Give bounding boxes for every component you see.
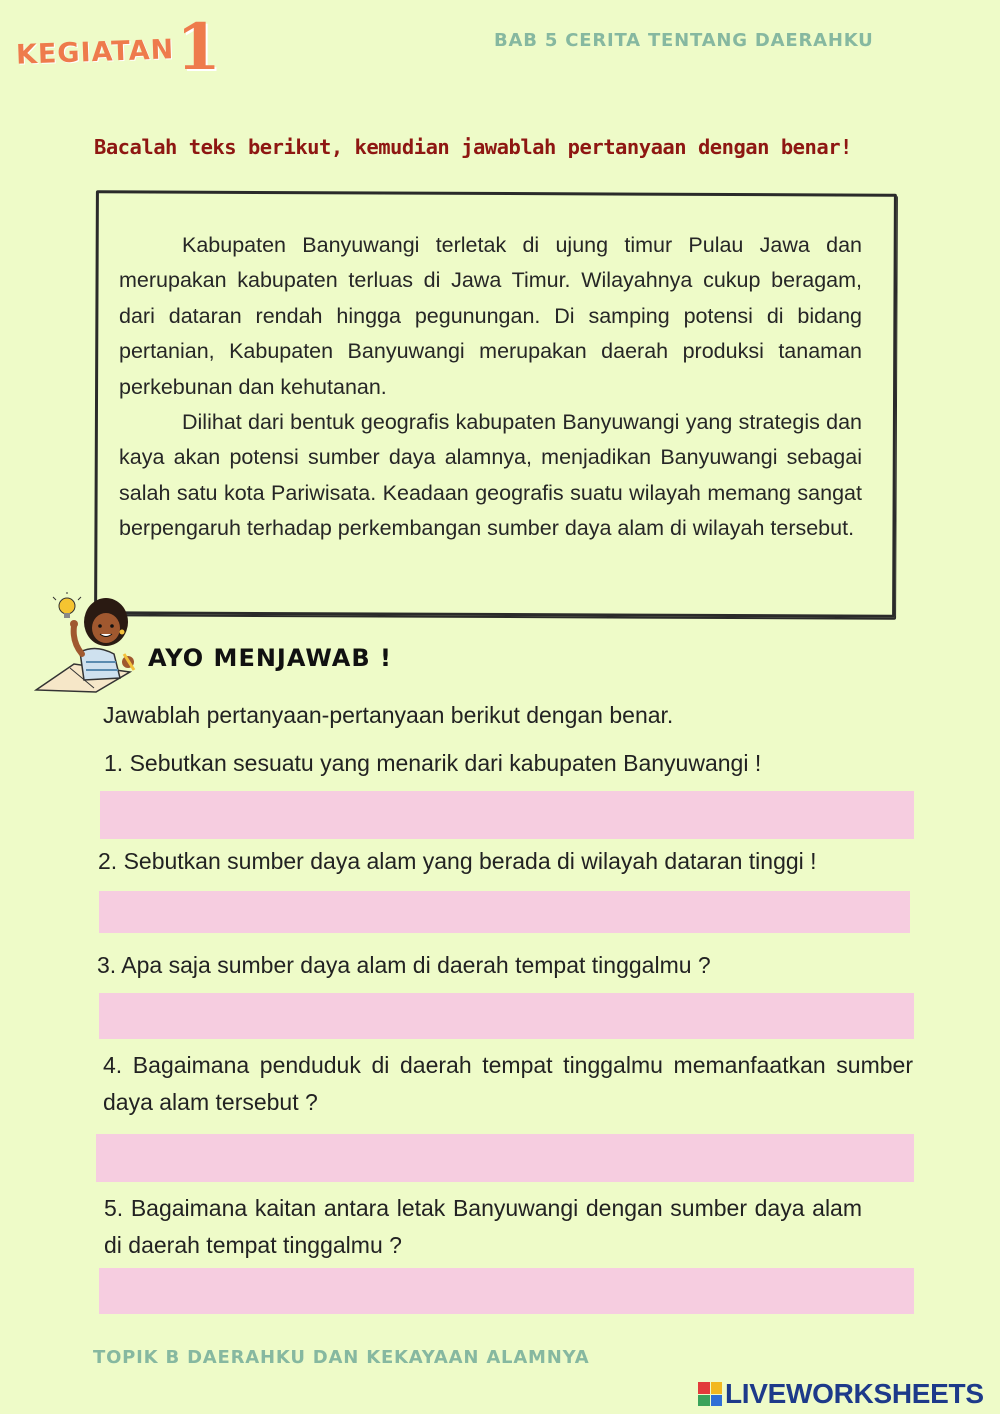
question-5: 5. Bagaimana kaitan antara letak Banyuwangi dengan sumber daya alam di daerah tempat tinggalmu ?: [104, 1195, 862, 1258]
question-2: 2. Sebutkan sumber daya alam yang berada di wilayah dataran tinggi !: [98, 848, 817, 874]
section-title: AYO MENJAWAB !: [148, 644, 392, 672]
reading-passage: [119, 228, 862, 547]
answer-field-5[interactable]: [99, 1268, 914, 1314]
question-3: 3. Apa saja sumber daya alam di daerah tempat tinggalmu ?: [97, 952, 711, 978]
activity-word: KEGIATAN: [15, 34, 175, 71]
answer-field-3[interactable]: [99, 993, 914, 1039]
chapter-title: BAB 5 CERITA TENTANG DAERAHKU: [494, 30, 874, 51]
student-reading-icon: [34, 592, 144, 696]
brand-name: LIVEWORKSHEETS: [725, 1378, 984, 1409]
question-4: 4. Bagaimana penduduk di daerah tempat tinggalmu memanfaatkan sumber daya alam tersebut ?: [103, 1052, 913, 1115]
activity-heading: [15, 10, 221, 85]
topic-footer: TOPIK B DAERAHKU DAN KEKAYAAN ALAMNYA: [93, 1347, 590, 1368]
reading-paragraph-2: Dilihat dari bentuk geografis kabupaten Banyuwangi yang strategis dan kaya akan potensi sumber daya alamnya, menjadikan Banyuwangi sebagai salah satu kota Pariwisata. Keadaan geografis suatu wilayah memang sangat berpengaruh terhadap perkembangan sumber daya alam di wilayah tersebut.: [119, 410, 862, 541]
answer-field-1[interactable]: [100, 791, 914, 839]
student-illustration: [34, 592, 144, 696]
reading-paragraph-1: Kabupaten Banyuwangi terletak di ujung timur Pulau Jawa dan merupakan kabupaten terluas di Jawa Timur. Wilayahnya cukup beragam, dari dataran rendah hingga pegunungan. Di samping potensi di bidang pertanian, Kabupaten Banyuwangi merupakan daerah produksi tanaman perkebunan dan kehutanan.: [119, 233, 862, 399]
question-1: 1. Sebutkan sesuatu yang menarik dari kabupaten Banyuwangi !: [104, 750, 762, 776]
brand-logo-link[interactable]: [698, 1378, 984, 1410]
liveworksheets-icon: [698, 1382, 722, 1406]
answer-field-2[interactable]: [99, 891, 910, 933]
questions-intro: Jawablah pertanyaan-pertanyaan berikut dengan benar.: [103, 702, 674, 728]
reading-instruction: Bacalah teks berikut, kemudian jawablah pertanyaan dengan benar!: [94, 135, 852, 159]
answer-field-4[interactable]: [96, 1134, 914, 1182]
activity-number: 1: [176, 10, 221, 85]
